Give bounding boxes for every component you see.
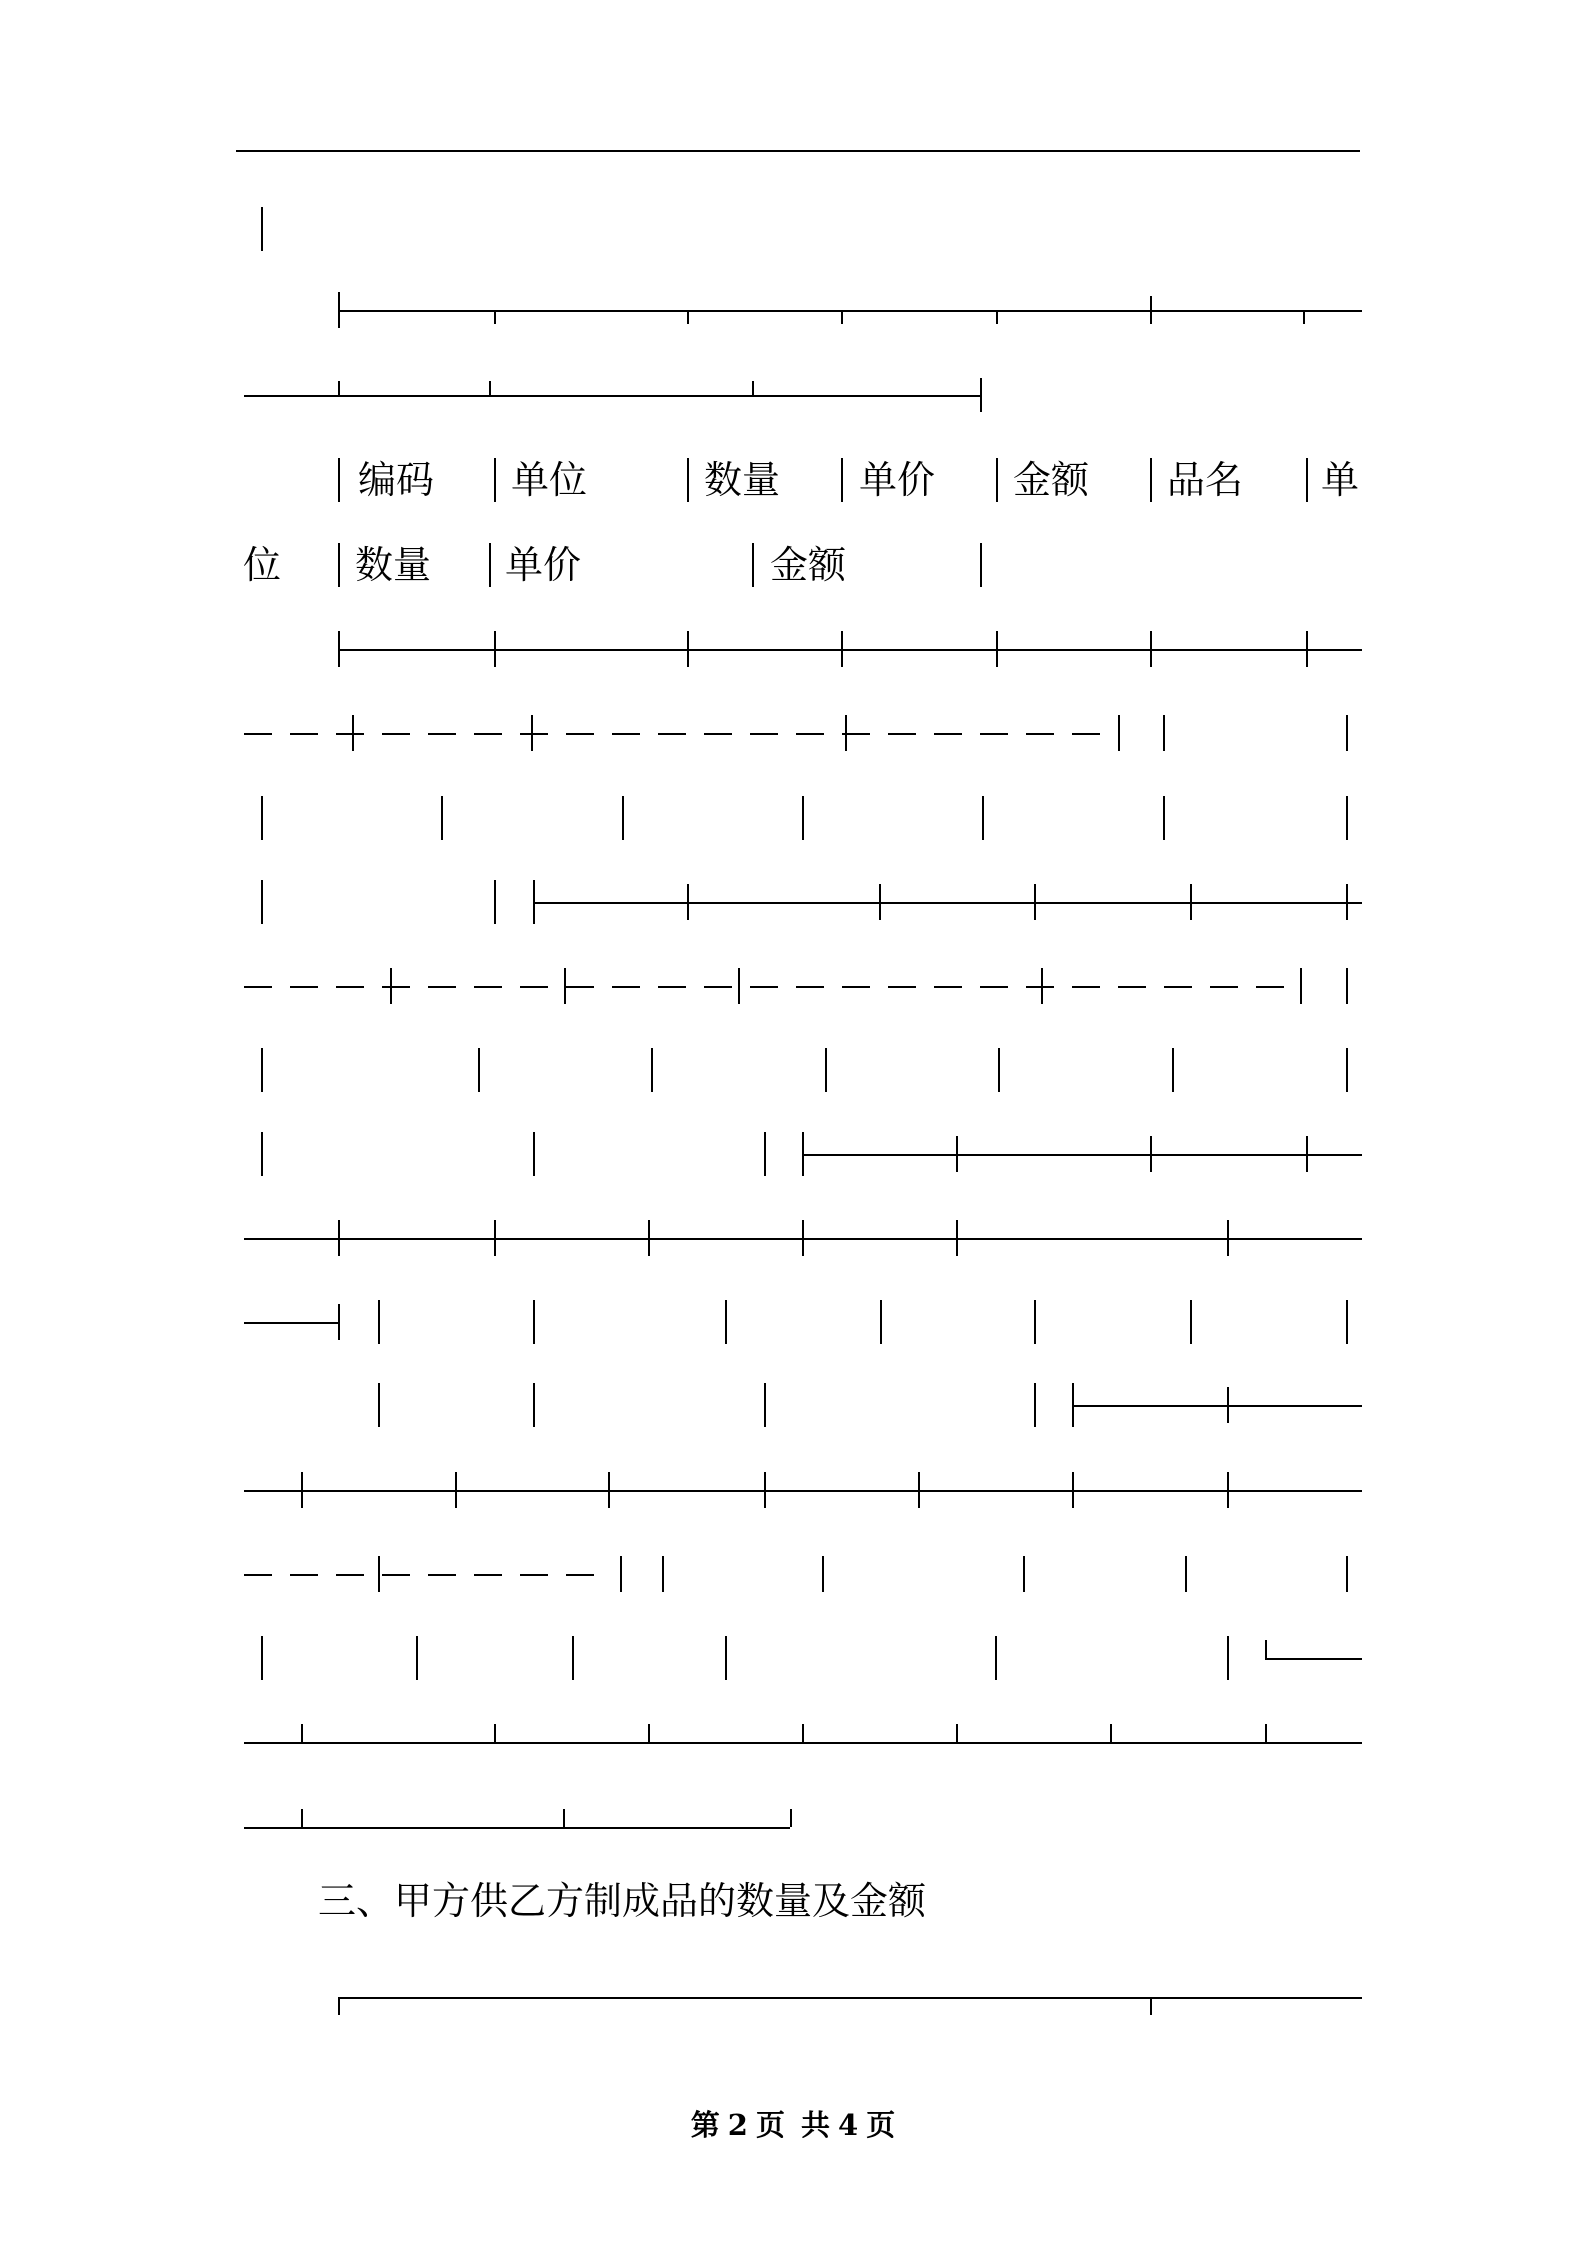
rule-line	[980, 986, 1008, 988]
column-divider	[687, 631, 689, 667]
rule-line	[612, 733, 640, 735]
column-divider	[489, 381, 491, 395]
column-divider	[752, 543, 754, 587]
column-divider	[1150, 631, 1152, 667]
column-divider	[752, 381, 754, 395]
column-divider	[802, 1220, 804, 1256]
column-divider	[1346, 715, 1348, 751]
rule-line	[520, 1574, 548, 1576]
column-divider	[1346, 1048, 1348, 1092]
column-divider	[1150, 1136, 1152, 1172]
rule-line	[338, 310, 1362, 312]
rule-line	[520, 733, 548, 735]
column-divider	[338, 292, 340, 328]
column-divider	[1072, 1472, 1074, 1508]
column-divider	[980, 378, 982, 412]
column-divider	[1150, 296, 1152, 324]
column-divider	[489, 543, 491, 587]
column-divider	[261, 796, 263, 840]
column-divider	[338, 631, 340, 667]
column-divider	[802, 1132, 804, 1176]
column-divider	[1227, 1220, 1229, 1256]
column-divider	[478, 1048, 480, 1092]
rule-line	[566, 733, 594, 735]
column-divider	[1190, 884, 1192, 920]
column-divider	[648, 1724, 650, 1742]
rule-line	[382, 1574, 410, 1576]
column-divider	[494, 458, 496, 502]
column-divider	[338, 381, 340, 395]
rule-line	[704, 986, 732, 988]
rule-line	[290, 1574, 318, 1576]
rule-line	[796, 986, 824, 988]
rule-line	[658, 986, 686, 988]
table-header-quantity-2: 数量	[355, 543, 432, 587]
table-header-quantity: 数量	[704, 458, 781, 502]
column-divider	[651, 1048, 653, 1092]
table-header-amount: 金额	[1013, 458, 1090, 502]
rule-line	[980, 733, 1008, 735]
column-divider	[1265, 1724, 1267, 1742]
column-divider	[533, 1300, 535, 1344]
rule-line	[244, 395, 980, 397]
column-divider	[956, 1136, 958, 1172]
column-divider	[261, 1048, 263, 1092]
rule-line	[566, 1574, 594, 1576]
column-divider	[494, 880, 496, 924]
column-divider	[996, 631, 998, 667]
column-divider	[822, 1556, 824, 1592]
column-divider	[533, 1383, 535, 1427]
rule-line	[474, 986, 502, 988]
table-header-unit-price: 单价	[859, 458, 936, 502]
column-divider	[998, 1048, 1000, 1092]
rule-line	[750, 986, 778, 988]
column-divider	[841, 631, 843, 667]
rule-line	[336, 733, 364, 735]
table-header-code: 编码	[358, 458, 435, 502]
column-divider	[531, 715, 533, 751]
column-divider	[687, 884, 689, 920]
column-divider	[764, 1472, 766, 1508]
rule-line	[382, 733, 410, 735]
column-divider	[879, 884, 881, 920]
column-divider	[662, 1556, 664, 1592]
rule-line	[566, 986, 594, 988]
column-divider	[533, 880, 535, 924]
column-divider	[494, 1220, 496, 1256]
rule-line	[520, 986, 548, 988]
rule-line	[1256, 986, 1284, 988]
rule-line	[338, 1997, 1362, 1999]
column-divider	[338, 458, 340, 502]
rule-line	[428, 1574, 456, 1576]
footer-prefix: 第	[690, 2108, 720, 2142]
page-footer	[0, 2103, 1586, 2144]
column-divider	[1185, 1556, 1187, 1592]
column-divider	[1118, 715, 1120, 751]
column-divider	[956, 1220, 958, 1256]
column-divider	[1346, 796, 1348, 840]
column-divider	[802, 796, 804, 840]
column-divider	[1306, 1136, 1308, 1172]
rule-line	[244, 1490, 1362, 1492]
rule-line	[382, 986, 410, 988]
column-divider	[1346, 968, 1348, 1004]
rule-line	[244, 1574, 272, 1576]
table-header-unit-price-2: 单价	[505, 543, 582, 587]
column-divider	[622, 796, 624, 840]
column-divider	[687, 310, 689, 324]
column-divider	[1150, 1997, 1152, 2015]
column-divider	[1306, 631, 1308, 667]
column-divider	[648, 1220, 650, 1256]
column-divider	[980, 543, 982, 587]
footer-current-page: 2	[727, 2108, 748, 2142]
column-divider	[338, 1997, 340, 2015]
rule-line	[244, 733, 272, 735]
rule-line	[934, 733, 962, 735]
rule-line	[290, 986, 318, 988]
rule-line	[290, 733, 318, 735]
rule-line	[244, 986, 272, 988]
column-divider	[338, 543, 340, 587]
column-divider	[261, 207, 263, 251]
column-divider	[841, 458, 843, 502]
table-header-unit-part: 单	[1321, 458, 1360, 502]
rule-line	[888, 986, 916, 988]
rule-line	[428, 733, 456, 735]
rule-line	[750, 733, 778, 735]
footer-suffix: 页	[866, 2108, 896, 2142]
rule-line	[1265, 1658, 1362, 1660]
column-divider	[338, 1304, 340, 1340]
column-divider	[982, 796, 984, 840]
column-divider	[1227, 1636, 1229, 1680]
rule-line	[1026, 733, 1054, 735]
rule-line	[1210, 986, 1238, 988]
column-divider	[261, 880, 263, 924]
rule-line	[1072, 986, 1100, 988]
column-divider	[441, 796, 443, 840]
footer-total-pages: 4	[838, 2108, 859, 2142]
table-header-amount-2: 金额	[770, 543, 847, 587]
column-divider	[1163, 715, 1165, 751]
rule-line	[244, 1322, 338, 1324]
column-divider	[1190, 1300, 1192, 1344]
column-divider	[620, 1556, 622, 1592]
column-divider	[494, 631, 496, 667]
column-divider	[261, 1636, 263, 1680]
column-divider	[725, 1300, 727, 1344]
column-divider	[738, 968, 740, 1004]
rule-line	[1026, 986, 1054, 988]
column-divider	[1041, 968, 1043, 1004]
rule-line	[612, 986, 640, 988]
rule-line	[336, 986, 364, 988]
column-divider	[533, 1132, 535, 1176]
column-divider	[1346, 1556, 1348, 1592]
rule-line	[888, 733, 916, 735]
column-divider	[764, 1132, 766, 1176]
column-divider	[564, 968, 566, 1004]
column-divider	[1265, 1640, 1267, 1658]
column-divider	[1150, 458, 1152, 502]
column-divider	[825, 1048, 827, 1092]
column-divider	[494, 310, 496, 324]
column-divider	[996, 458, 998, 502]
rule-line	[1118, 986, 1146, 988]
header-rule	[236, 150, 1360, 152]
column-divider	[378, 1383, 380, 1427]
column-divider	[1023, 1556, 1025, 1592]
column-divider	[261, 1132, 263, 1176]
column-divider	[1072, 1383, 1074, 1427]
column-divider	[1034, 1383, 1036, 1427]
column-divider	[1110, 1724, 1112, 1742]
rule-line	[1164, 986, 1192, 988]
rule-line	[934, 986, 962, 988]
footer-middle: 页 共	[755, 2108, 831, 2142]
rule-line	[704, 733, 732, 735]
rule-line	[658, 733, 686, 735]
rule-line	[244, 1742, 1362, 1744]
column-divider	[918, 1472, 920, 1508]
column-divider	[378, 1300, 380, 1344]
column-divider	[956, 1724, 958, 1742]
rule-line	[533, 902, 1362, 904]
rule-line	[842, 986, 870, 988]
column-divider	[1227, 1472, 1229, 1508]
column-divider	[301, 1724, 303, 1742]
column-divider	[416, 1636, 418, 1680]
column-divider	[1034, 884, 1036, 920]
rule-line	[1072, 733, 1100, 735]
column-divider	[1306, 458, 1308, 502]
column-divider	[995, 1636, 997, 1680]
column-divider	[352, 715, 354, 751]
column-divider	[996, 310, 998, 324]
column-divider	[301, 1809, 303, 1827]
rule-line	[796, 733, 824, 735]
rule-line	[336, 1574, 364, 1576]
column-divider	[802, 1724, 804, 1742]
column-divider	[390, 968, 392, 1004]
column-divider	[725, 1636, 727, 1680]
rule-line	[474, 733, 502, 735]
column-divider	[764, 1383, 766, 1427]
rule-line	[802, 1154, 1362, 1156]
table-header-product-name: 品名	[1167, 458, 1244, 502]
column-divider	[1163, 796, 1165, 840]
column-divider	[880, 1300, 882, 1344]
column-divider	[1346, 884, 1348, 920]
column-divider	[1300, 968, 1302, 1004]
column-divider	[841, 310, 843, 324]
column-divider	[687, 458, 689, 502]
column-divider	[1172, 1048, 1174, 1092]
column-divider	[494, 1724, 496, 1742]
column-divider	[608, 1472, 610, 1508]
column-divider	[378, 1556, 380, 1592]
column-divider	[845, 715, 847, 751]
column-divider	[301, 1472, 303, 1508]
column-divider	[455, 1472, 457, 1508]
column-divider	[1303, 310, 1305, 324]
table-header-unit-cont: 位	[243, 543, 282, 587]
column-divider	[338, 1220, 340, 1256]
rule-line	[244, 1827, 790, 1829]
column-divider	[1227, 1387, 1229, 1423]
rule-line	[428, 986, 456, 988]
table-header-unit: 单位	[511, 458, 588, 502]
rule-line	[474, 1574, 502, 1576]
column-divider	[563, 1809, 565, 1827]
rule-line	[1072, 1405, 1362, 1407]
section-heading: 三、甲方供乙方制成品的数量及金额	[318, 1879, 927, 1923]
column-divider	[572, 1636, 574, 1680]
column-divider	[1346, 1300, 1348, 1344]
column-divider	[1034, 1300, 1036, 1344]
column-divider	[790, 1809, 792, 1827]
rule-line	[338, 649, 1362, 651]
